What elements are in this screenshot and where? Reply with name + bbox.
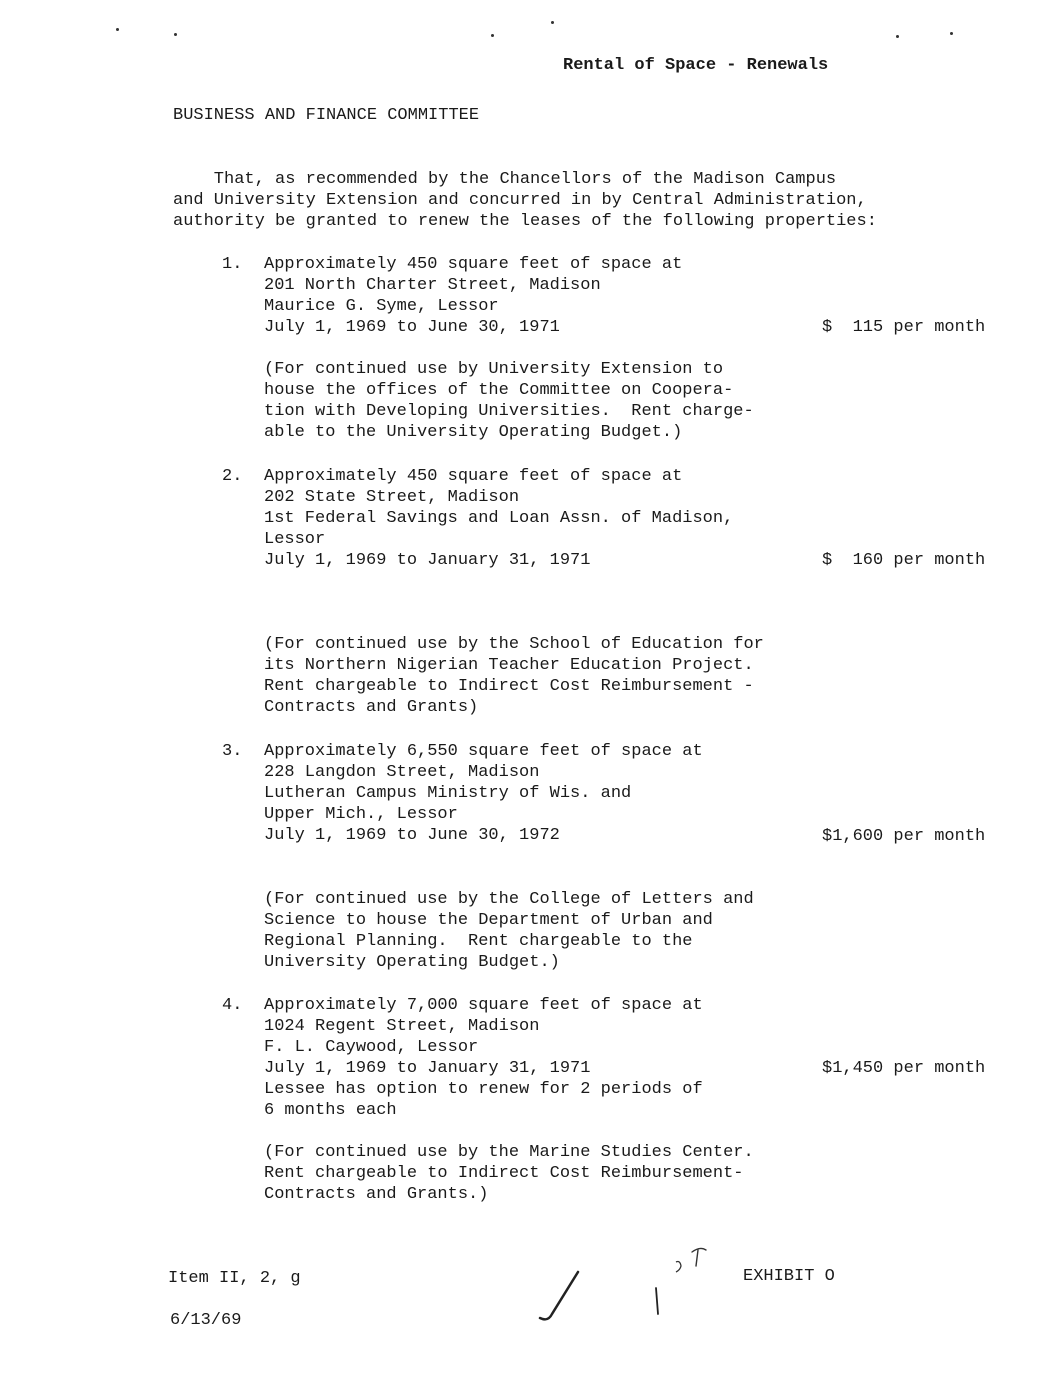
item-number: 3. bbox=[222, 742, 243, 761]
note-line: Rent chargeable to Indirect Cost Reimbursement- bbox=[264, 1164, 744, 1183]
item-line: Approximately 6,550 square feet of space at bbox=[264, 742, 703, 761]
check-mark-stroke bbox=[540, 1272, 578, 1319]
intro-paragraph bbox=[173, 169, 933, 232]
note-line: Regional Planning. Rent chargeable to the bbox=[264, 932, 693, 951]
item-line: 228 Langdon Street, Madison bbox=[264, 763, 540, 782]
note-line: Rent chargeable to Indirect Cost Reimbursement - bbox=[264, 677, 754, 696]
item-line: 1024 Regent Street, Madison bbox=[264, 1017, 540, 1036]
item-line: July 1, 1969 to June 30, 1971 bbox=[264, 318, 560, 337]
item-number: 2. bbox=[222, 467, 243, 486]
item-line: 6 months each bbox=[264, 1101, 397, 1120]
handwritten-marks bbox=[530, 1240, 730, 1330]
item-line: July 1, 1969 to January 31, 1971 bbox=[264, 1059, 591, 1078]
note-line: Contracts and Grants) bbox=[264, 698, 479, 717]
item-line: 202 State Street, Madison bbox=[264, 488, 520, 507]
note-line: (For continued use by the School of Education for bbox=[264, 635, 764, 654]
scan-speck bbox=[896, 35, 899, 38]
rent-amount: $ 160 per month bbox=[822, 551, 986, 570]
item-number: 4. bbox=[222, 996, 243, 1015]
note-line: (For continued use by the College of Letters and bbox=[264, 890, 754, 909]
committee-heading: BUSINESS AND FINANCE COMMITTEE bbox=[173, 106, 480, 125]
rent-amount: $1,600 per month bbox=[822, 827, 986, 846]
item-note bbox=[264, 1142, 754, 1205]
note-line: University Operating Budget.) bbox=[264, 953, 560, 972]
note-line: able to the University Operating Budget.) bbox=[264, 423, 683, 442]
item-line: July 1, 1969 to January 31, 1971 bbox=[264, 551, 591, 570]
item-number: 1. bbox=[222, 255, 243, 274]
pen-stroke bbox=[656, 1288, 658, 1314]
intro-line: and University Extension and concurred in by Central Administration, bbox=[173, 191, 867, 210]
item-line: F. L. Caywood, Lessor bbox=[264, 1038, 479, 1057]
note-line: (For continued use by University Extension to bbox=[264, 360, 724, 379]
item-line: Approximately 450 square feet of space at bbox=[264, 467, 683, 486]
item-note bbox=[264, 889, 754, 973]
document-date: 6/13/69 bbox=[170, 1311, 242, 1330]
item-line: Lutheran Campus Ministry of Wis. and bbox=[264, 784, 632, 803]
item-line: Approximately 450 square feet of space at bbox=[264, 255, 683, 274]
scan-speck bbox=[551, 21, 554, 24]
note-line: house the offices of the Committee on Coopera- bbox=[264, 381, 734, 400]
pen-stroke bbox=[692, 1248, 706, 1266]
item-line: Lessee has option to renew for 2 periods of bbox=[264, 1080, 703, 1099]
exhibit-label: EXHIBIT O bbox=[743, 1267, 835, 1286]
scan-speck bbox=[950, 32, 953, 35]
intro-line: authority be granted to renew the leases of the following properties: bbox=[173, 212, 877, 231]
item-details bbox=[264, 466, 733, 571]
scan-speck bbox=[491, 34, 494, 37]
scan-speck bbox=[174, 33, 177, 36]
rent-amount: $1,450 per month bbox=[822, 1059, 986, 1078]
item-note bbox=[264, 359, 754, 443]
intro-line: That, as recommended by the Chancellors of the Madison Campus bbox=[173, 170, 837, 189]
item-note bbox=[264, 634, 764, 718]
page-title: Rental of Space - Renewals bbox=[563, 56, 829, 75]
item-details bbox=[264, 741, 703, 846]
note-line: (For continued use by the Marine Studies Center. bbox=[264, 1143, 754, 1162]
note-line: Science to house the Department of Urban and bbox=[264, 911, 713, 930]
item-details bbox=[264, 995, 703, 1121]
item-line: 1st Federal Savings and Loan Assn. of Madison, bbox=[264, 509, 734, 528]
item-line: Upper Mich., Lessor bbox=[264, 805, 458, 824]
item-line: Lessor bbox=[264, 530, 326, 549]
item-line: Approximately 7,000 square feet of space at bbox=[264, 996, 703, 1015]
pen-stroke bbox=[676, 1262, 681, 1273]
item-line: July 1, 1969 to June 30, 1972 bbox=[264, 826, 560, 845]
note-line: tion with Developing Universities. Rent charge- bbox=[264, 402, 754, 421]
item-details bbox=[264, 254, 682, 338]
item-reference: Item II, 2, g bbox=[168, 1269, 301, 1288]
item-line: Maurice G. Syme, Lessor bbox=[264, 297, 499, 316]
note-line: Contracts and Grants.) bbox=[264, 1185, 489, 1204]
rent-amount: $ 115 per month bbox=[822, 318, 986, 337]
item-line: 201 North Charter Street, Madison bbox=[264, 276, 601, 295]
note-line: its Northern Nigerian Teacher Education Project. bbox=[264, 656, 754, 675]
scan-speck bbox=[116, 28, 119, 31]
